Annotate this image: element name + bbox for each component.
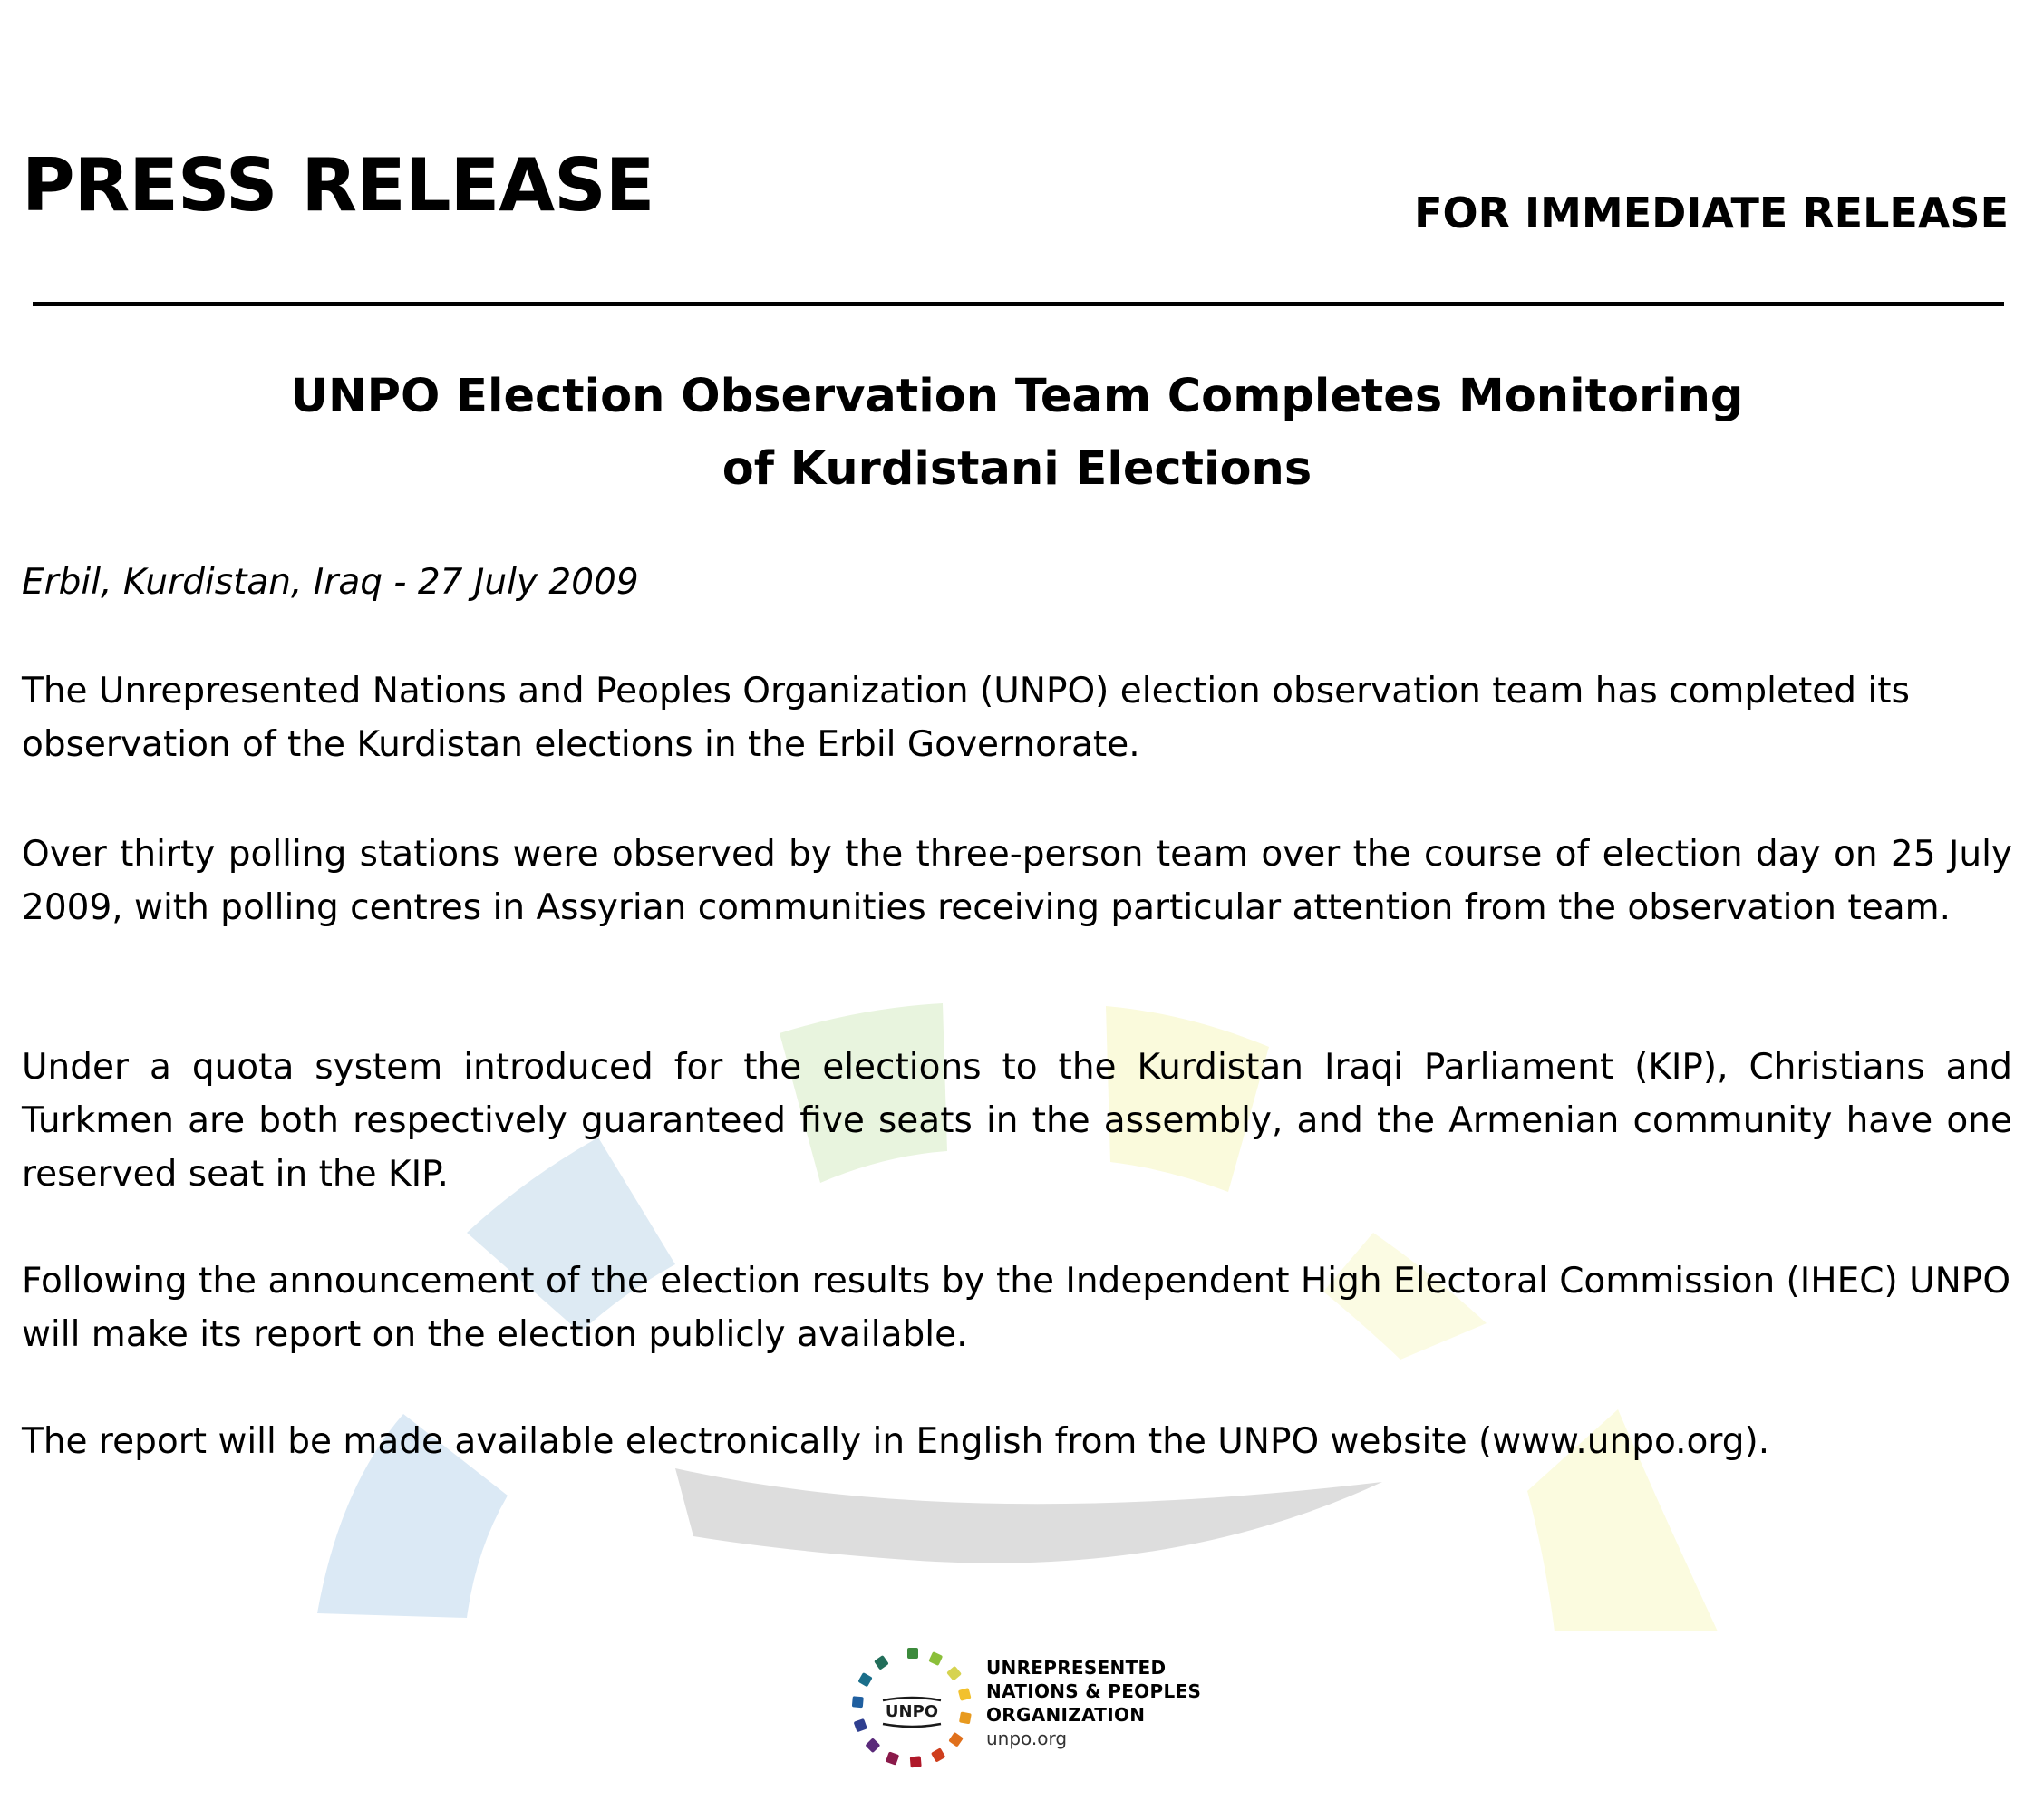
headline-line-2: of Kurdistani Elections bbox=[722, 442, 1312, 496]
headline bbox=[0, 361, 2034, 506]
footer-organization bbox=[986, 1656, 1201, 1750]
paragraph-quota-system: Under a quota system introduced for the elections to the Kurdistan Iraqi Parliament (KIP), Christians and Turkmen are both respectively guaranteed five seats in the assembly, and the Armenian community have one reserved seat in the KIP. bbox=[22, 1047, 2012, 1195]
org-name-line-2: NATIONS & PEOPLES bbox=[986, 1680, 1202, 1702]
dateline: Erbil, Kurdistan, Iraq - 27 July 2009 bbox=[22, 562, 639, 603]
org-name-line-3: ORGANIZATION bbox=[986, 1704, 1146, 1726]
footer-website-link[interactable]: unpo.org bbox=[986, 1728, 1068, 1749]
paragraph-intro: The Unrepresented Nations and Peoples Organization (UNPO) election observation team has completed its observation of the Kurdistan elections in the Erbil Governorate. bbox=[22, 671, 1910, 765]
immediate-release-tag: FOR IMMEDIATE RELEASE bbox=[1414, 189, 2009, 237]
logo-unpo-text: UNPO bbox=[885, 1702, 939, 1721]
paragraph-report-availability: The report will be made available electronically in English from the UNPO website (www.unpo.org). bbox=[22, 1421, 1770, 1462]
paragraph-ihec-results: Following the announcement of the election results by the Independent High Electoral Commission (IHEC) UNPO will make its report on the election publicly available. bbox=[22, 1261, 2011, 1355]
org-name-line-1: UNREPRESENTED bbox=[986, 1657, 1167, 1679]
press-release-title: PRESS RELEASE bbox=[22, 143, 654, 228]
paragraph-polling-stations: Over thirty polling stations were observed by the three-person team over the course of election day on 25 July 2009, with polling centres in Assyrian communities receiving particular attention from the observation team. bbox=[22, 834, 2012, 928]
unpo-logo-icon bbox=[850, 1646, 973, 1769]
headline-line-1: UNPO Election Observation Team Completes Monitoring bbox=[290, 370, 1744, 423]
header-divider bbox=[33, 302, 2004, 306]
